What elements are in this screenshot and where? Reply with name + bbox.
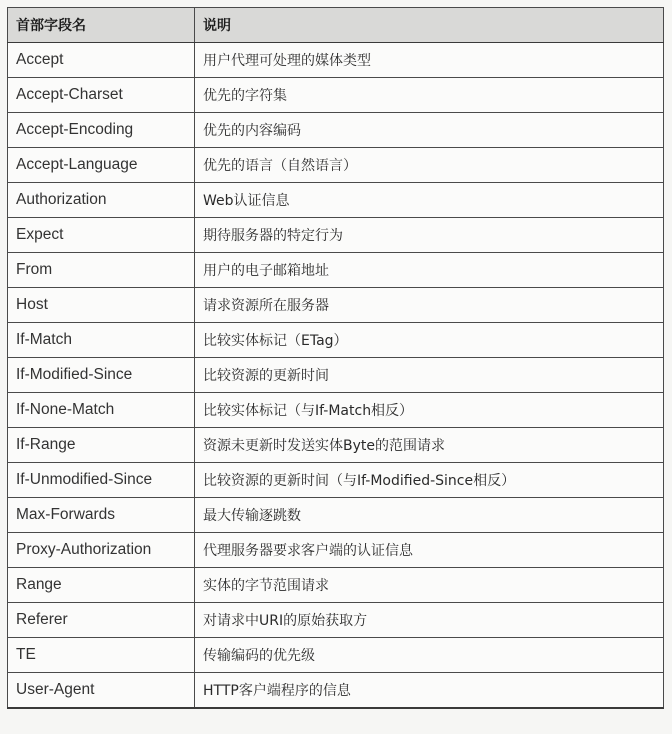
header-field-name: From	[8, 253, 195, 288]
header-field-name: If-Match	[8, 323, 195, 358]
table-header-row	[8, 8, 664, 43]
header-field-name: Proxy-Authorization	[8, 533, 195, 568]
header-field-description: HTTP客户端程序的信息	[195, 673, 664, 709]
header-field-description: 优先的内容编码	[195, 113, 664, 148]
header-field-name: Accept	[8, 43, 195, 78]
header-field-description: 传输编码的优先级	[195, 638, 664, 673]
table-row	[8, 78, 664, 113]
header-field-name: Referer	[8, 603, 195, 638]
table-row	[8, 673, 664, 709]
header-field-description: Web认证信息	[195, 183, 664, 218]
table-row	[8, 218, 664, 253]
header-field-name: Host	[8, 288, 195, 323]
header-field-description: 期待服务器的特定行为	[195, 218, 664, 253]
header-field-name: User-Agent	[8, 673, 195, 709]
header-field-name: Range	[8, 568, 195, 603]
table-row	[8, 288, 664, 323]
table-body	[8, 43, 664, 709]
header-field-name: TE	[8, 638, 195, 673]
header-field-name: Authorization	[8, 183, 195, 218]
header-field-name: Accept-Language	[8, 148, 195, 183]
table-row	[8, 603, 664, 638]
table-row	[8, 463, 664, 498]
table-row	[8, 113, 664, 148]
table-row	[8, 638, 664, 673]
header-field-name: If-Range	[8, 428, 195, 463]
header-field-description: 代理服务器要求客户端的认证信息	[195, 533, 664, 568]
header-field-description: 比较实体标记（与If-Match相反）	[195, 393, 664, 428]
table-row	[8, 43, 664, 78]
header-field-name: Max-Forwards	[8, 498, 195, 533]
header-field-description: 请求资源所在服务器	[195, 288, 664, 323]
header-field-description: 比较资源的更新时间（与If-Modified-Since相反）	[195, 463, 664, 498]
column-header-description: 说明	[195, 8, 664, 43]
table-row	[8, 148, 664, 183]
table-row	[8, 428, 664, 463]
header-field-description: 用户代理可处理的媒体类型	[195, 43, 664, 78]
header-field-name: If-Unmodified-Since	[8, 463, 195, 498]
table-row	[8, 393, 664, 428]
table-row	[8, 323, 664, 358]
header-field-description: 比较实体标记（ETag）	[195, 323, 664, 358]
table-row	[8, 568, 664, 603]
header-field-description: 资源未更新时发送实体Byte的范围请求	[195, 428, 664, 463]
table-row	[8, 253, 664, 288]
header-field-description: 最大传输逐跳数	[195, 498, 664, 533]
column-header-field-name: 首部字段名	[8, 8, 195, 43]
table-row	[8, 358, 664, 393]
table-header	[8, 8, 664, 43]
table-row	[8, 498, 664, 533]
header-field-description: 优先的语言（自然语言）	[195, 148, 664, 183]
header-field-name: Accept-Encoding	[8, 113, 195, 148]
header-field-description: 用户的电子邮箱地址	[195, 253, 664, 288]
header-field-description: 对请求中URI的原始获取方	[195, 603, 664, 638]
request-header-fields-table	[7, 7, 664, 709]
header-field-name: Expect	[8, 218, 195, 253]
header-field-name: If-Modified-Since	[8, 358, 195, 393]
header-field-name: Accept-Charset	[8, 78, 195, 113]
header-field-description: 实体的字节范围请求	[195, 568, 664, 603]
table-row	[8, 533, 664, 568]
table-row	[8, 183, 664, 218]
header-field-description: 比较资源的更新时间	[195, 358, 664, 393]
header-field-name: If-None-Match	[8, 393, 195, 428]
header-field-description: 优先的字符集	[195, 78, 664, 113]
